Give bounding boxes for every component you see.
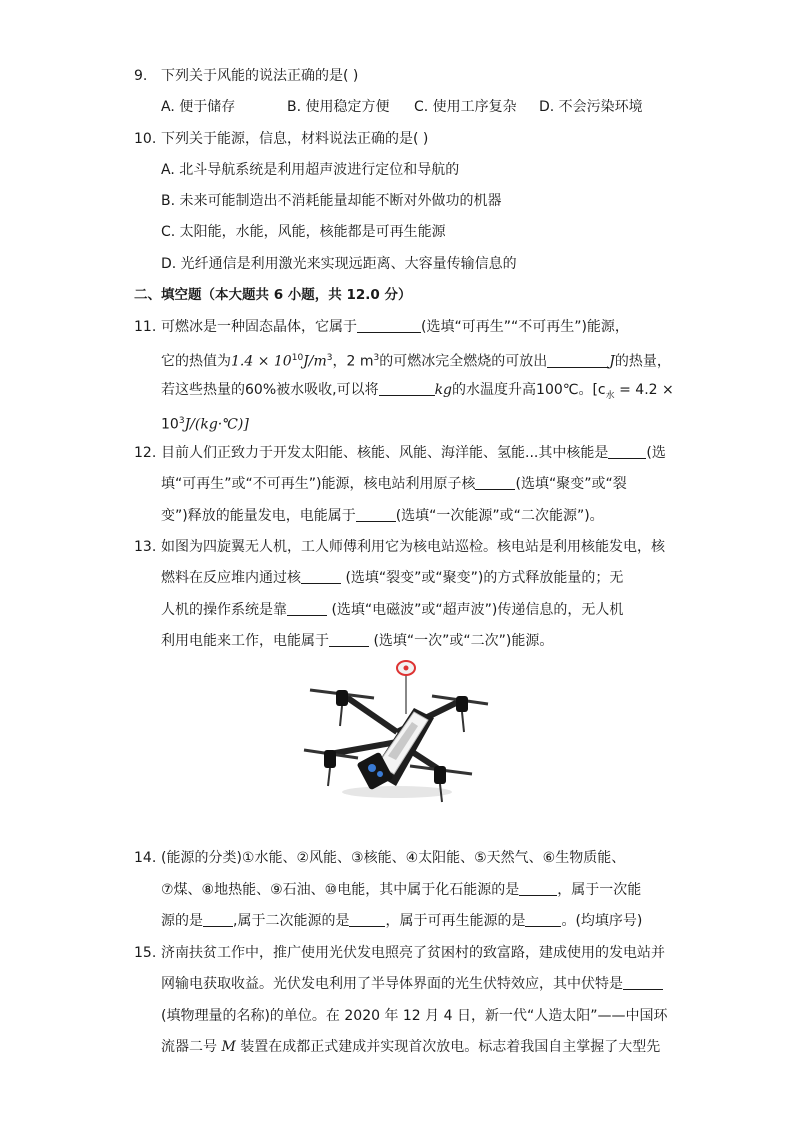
question-number-11: 11. — [134, 319, 157, 335]
question-12-line-3: 变”)释放的能量发电，电能属于 (选填“一次能源”或“二次能源”)。 — [161, 508, 604, 524]
answer-blank[interactable] — [203, 912, 233, 927]
question-13-line-1: 如图为四旋翼无人机，工人师傅利用它为核电站巡检。核电站是利用核能发电，核 — [161, 539, 665, 555]
question-15-line-4: 流器二号 M 装置在成都正式建成并实现首次放电。标志着我国自主掌握了大型先 — [161, 1039, 661, 1055]
answer-blank[interactable] — [349, 912, 385, 927]
answer-blank[interactable] — [475, 475, 515, 490]
question-13-line-4: 利用电能来工作，电能属于 (选填“一次”或“二次”)能源。 — [161, 633, 554, 649]
question-9-option-c: C. 使用工序复杂 — [414, 99, 517, 115]
answer-blank[interactable] — [623, 975, 663, 990]
question-15-line-2: 网输电获取收益。光伏发电利用了半导体界面的光生伏特效应，其中伏特是 — [161, 974, 663, 994]
question-9-option-b: B. 使用稳定方便 — [287, 99, 390, 115]
question-13-line-3: 人机的操作系统是靠 (选填“电磁波”或“超声波”)传递信息的，无人机 — [161, 602, 624, 618]
question-9-stem: 下列关于风能的说法正确的是( ) — [161, 68, 359, 84]
question-9-option-a: A. 便于储存 — [161, 99, 236, 115]
question-number-12: 12. — [134, 445, 157, 461]
answer-blank[interactable] — [379, 381, 435, 396]
question-15-line-1: 济南扶贫工作中，推广使用光伏发电照亮了贫困村的致富路，建成使用的发电站并 — [161, 945, 665, 961]
answer-blank[interactable] — [519, 881, 557, 896]
question-11-line-1: 可燃冰是一种固态晶体，它属于 (选填“可再生”“不可再生”)能源， — [161, 319, 629, 335]
answer-blank[interactable] — [356, 507, 396, 522]
answer-blank[interactable] — [608, 444, 646, 459]
question-number-13: 13. — [134, 539, 157, 555]
question-12-line-1: 目前人们正致力于开发太阳能、核能、风能、海洋能、氢能...其中核能是 (选 — [161, 445, 666, 461]
question-15-line-3: (填物理量的名称)的单位。在 2020 年 12 月 4 日，新一代“人造太阳”——中国环 — [161, 1008, 668, 1024]
question-number-14: 14. — [134, 850, 157, 866]
answer-blank[interactable] — [329, 632, 369, 647]
question-10-stem: 下列关于能源，信息，材料说法正确的是( ) — [161, 131, 429, 147]
quadcopter-drone-image — [302, 652, 492, 814]
answer-blank[interactable] — [525, 912, 561, 927]
question-number-15: 15. — [134, 945, 157, 961]
answer-blank[interactable] — [287, 601, 327, 616]
answer-blank[interactable] — [357, 318, 421, 333]
answer-blank[interactable] — [301, 569, 341, 584]
question-number-9: 9. — [134, 68, 148, 84]
question-14-line-3: 源的是 ,属于二次能源的是 ，属于可再生能源的是 。(均填序号) — [161, 913, 643, 929]
question-11-line-2: 它的热值为$1.4 \times 10^{10}J/m^3$，2 $m^3$的可燃冰完全燃烧的可放出 J的热量， — [161, 353, 671, 370]
question-10-option-b: B. 未来可能制造出不消耗能量却能不断对外做功的机器 — [161, 193, 502, 209]
question-10-option-d: D. 光纤通信是利用激光来实现远距离、大容量传输信息的 — [161, 256, 517, 272]
question-10-option-c: C. 太阳能，水能，风能，核能都是可再生能源 — [161, 224, 446, 240]
question-12-line-2: 填“可再生”或“不可再生”)能源，核电站利用原子核 (选填“聚变”或“裂 — [161, 476, 627, 492]
question-11-line-4: $10^3J/(kg\cdot℃)$] — [161, 416, 249, 433]
question-14-line-1: (能源的分类)①水能、②风能、③核能、④太阳能、⑤天然气、⑥生物质能、 — [161, 850, 626, 866]
question-13-line-2: 燃料在反应堆内通过核 (选填“裂变”或“聚变”)的方式释放能量的；无 — [161, 570, 624, 586]
question-10-option-a: A. 北斗导航系统是利用超声波进行定位和导航的 — [161, 162, 460, 178]
question-9-option-d: D. 不会污染环境 — [539, 99, 643, 115]
question-14-line-2: ⑦煤、⑧地热能、⑨石油、⑩电能，其中属于化石能源的是 ，属于一次能 — [161, 882, 642, 898]
answer-blank[interactable] — [547, 353, 609, 368]
question-number-10: 10. — [134, 131, 157, 147]
section-heading-fill-in: 二、填空题（本大题共 6 小题，共 12.0 分） — [134, 287, 412, 303]
question-11-line-3: 若这些热量的60%被水吸收,可以将 kg的水温度升高100℃。[$c_水 = 4.2$ × — [161, 382, 674, 401]
